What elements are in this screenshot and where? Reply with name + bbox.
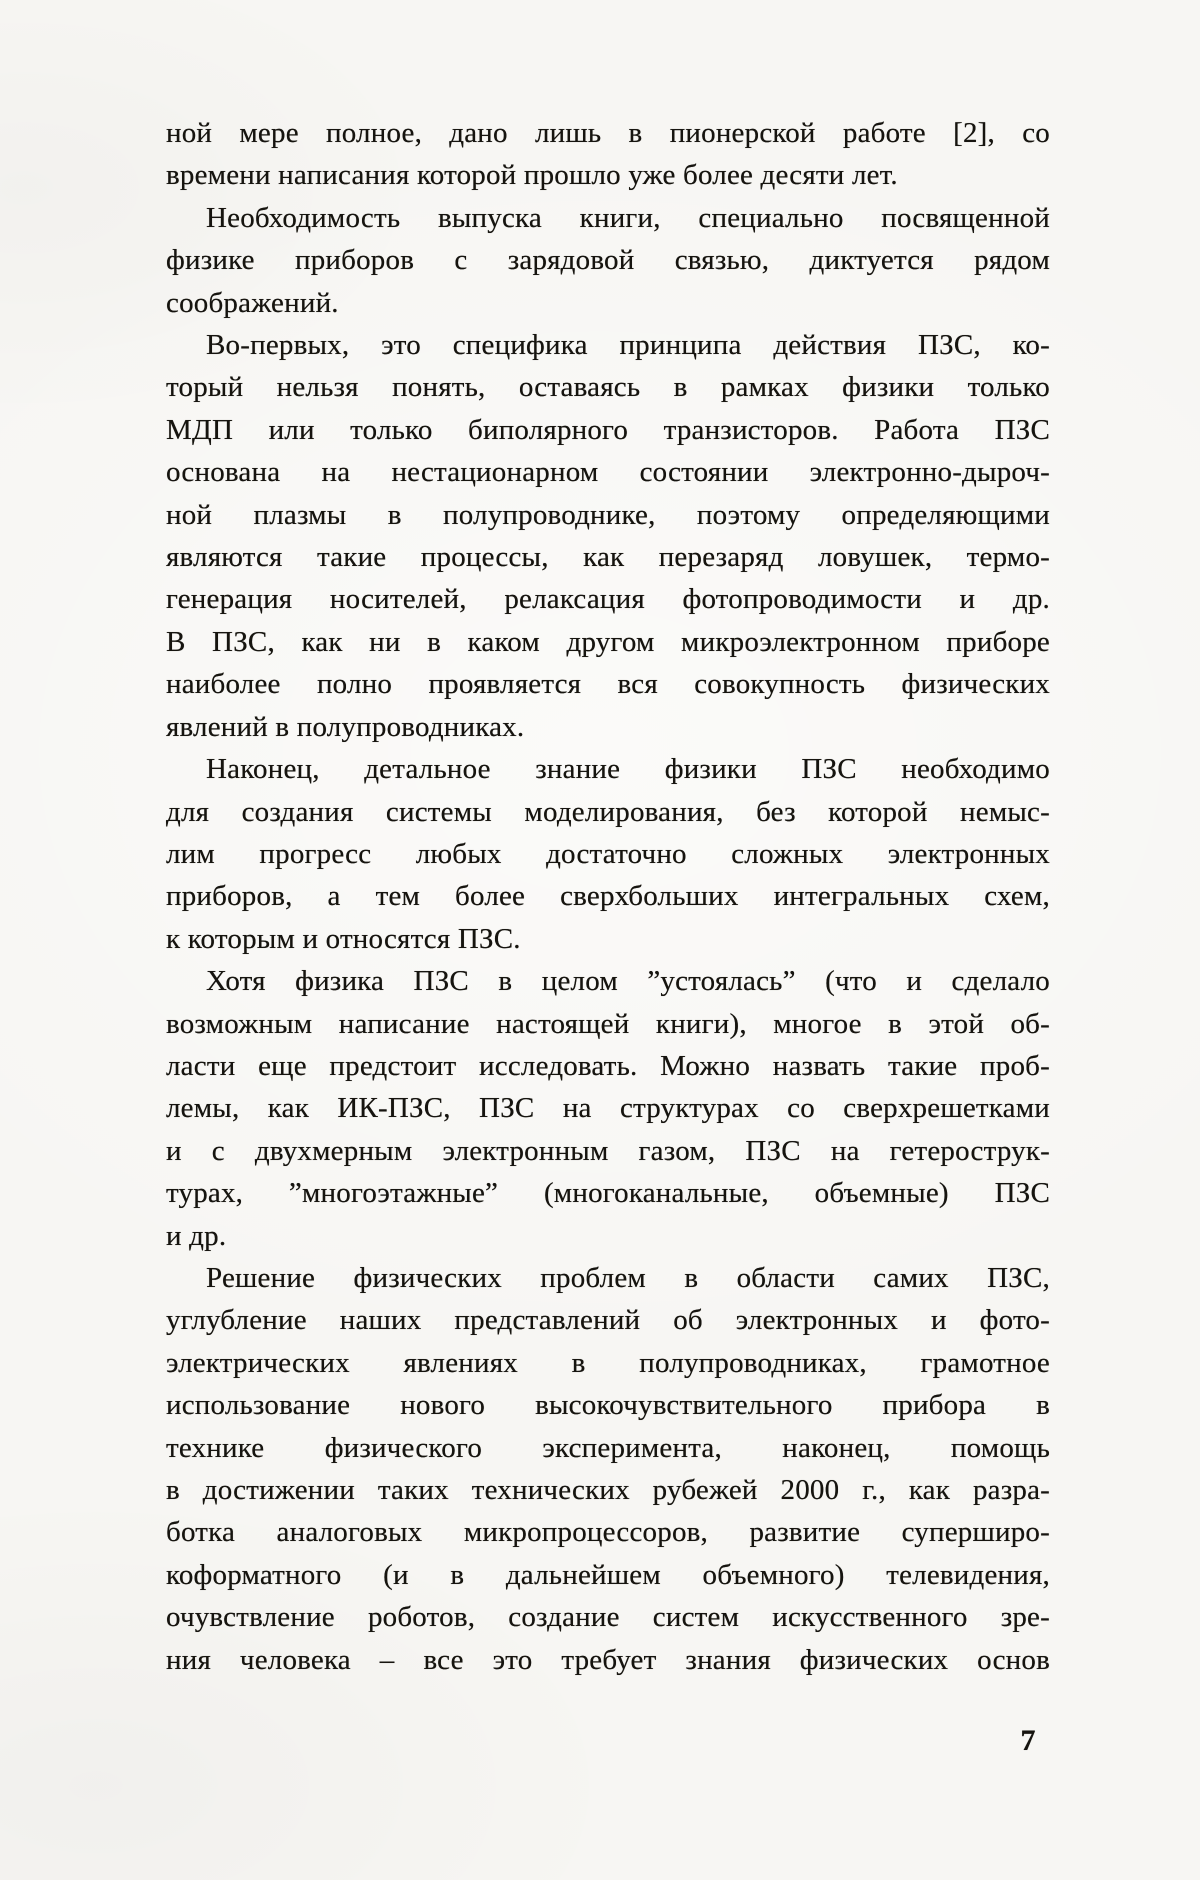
text-line: возможным написание настоящей книги), многое в этой об- [166,1007,1050,1040]
text-line: торый нельзя понять, оставаясь в рамках физики только [166,371,1050,404]
text-line: использование нового высокочувствительного прибора в [166,1389,1050,1422]
text-line: Хотя физика ПЗС в целом ”устоялась” (что и сделало [206,965,1050,998]
text-line: очувствление роботов, создание систем искусственного зре- [166,1601,1050,1634]
page-text [166,112,1050,1681]
page-number: 7 [1020,1724,1036,1757]
text-line: Наконец, детальное знание физики ПЗС необходимо [206,753,1050,786]
text-line: ния человека – все это требует знания физических основ [166,1643,1050,1676]
text-line: времени написания которой прошло уже более десяти лет. [166,159,898,192]
text-line: Необходимость выпуска книги, специально посвященной [206,201,1050,234]
text-line: и др. [166,1219,227,1252]
text-line: ной плазмы в полупроводнике, поэтому определяющими [166,498,1050,531]
text-line: физике приборов с зарядовой связью, диктуется рядом [166,244,1050,277]
text-line: соображений. [166,286,339,319]
text-line: коформатного (и в дальнейшем объемного) телевидения, [166,1558,1050,1591]
text-line: лемы, как ИК-ПЗС, ПЗС на структурах со сверхрешетками [166,1092,1050,1125]
text-line: Решение физических проблем в области самих ПЗС, [206,1261,1050,1294]
text-line: к которым и относятся ПЗС. [166,922,521,955]
text-line: ботка аналоговых микропроцессоров, развитие суперширо- [166,1516,1050,1549]
text-line: являются такие процессы, как перезаряд ловушек, термо- [166,541,1050,574]
text-line: ласти еще предстоит исследовать. Можно назвать такие проб- [166,1049,1050,1082]
text-line: приборов, а тем более сверхбольших интегральных схем, [166,880,1050,913]
text-line: технике физического эксперимента, наконец, помощь [166,1431,1050,1464]
text-line: генерация носителей, релаксация фотопроводимости и др. [166,583,1050,616]
text-line: МДП или только биполярного транзисторов. Работа ПЗС [166,413,1050,446]
text-line: В ПЗС, как ни в каком другом микроэлектронном приборе [166,625,1050,658]
text-line: явлений в полупроводниках. [166,710,525,743]
text-line: Во-первых, это специфика принципа действия ПЗС, ко- [206,329,1050,362]
text-line: электрических явлениях в полупроводниках, грамотное [166,1346,1050,1379]
text-line: основана на нестационарном состоянии электронно-дыроч- [166,456,1050,489]
text-line: турах, ”многоэтажные” (многоканальные, объемные) ПЗС [166,1177,1050,1210]
text-line: и с двухмерным электронным газом, ПЗС на гетерострук- [166,1134,1050,1167]
text-line: углубление наших представлений об электронных и фото- [166,1304,1050,1337]
text-line: наиболее полно проявляется вся совокупность физических [166,668,1050,701]
text-line: для создания системы моделирования, без которой немыс- [166,795,1050,828]
text-line: лим прогресс любых достаточно сложных электронных [166,837,1050,870]
text-line: ной мере полное, дано лишь в пионерской работе [2], со [166,117,1050,149]
text-line: в достижении таких технических рубежей 2000 г., как разра- [166,1474,1050,1506]
